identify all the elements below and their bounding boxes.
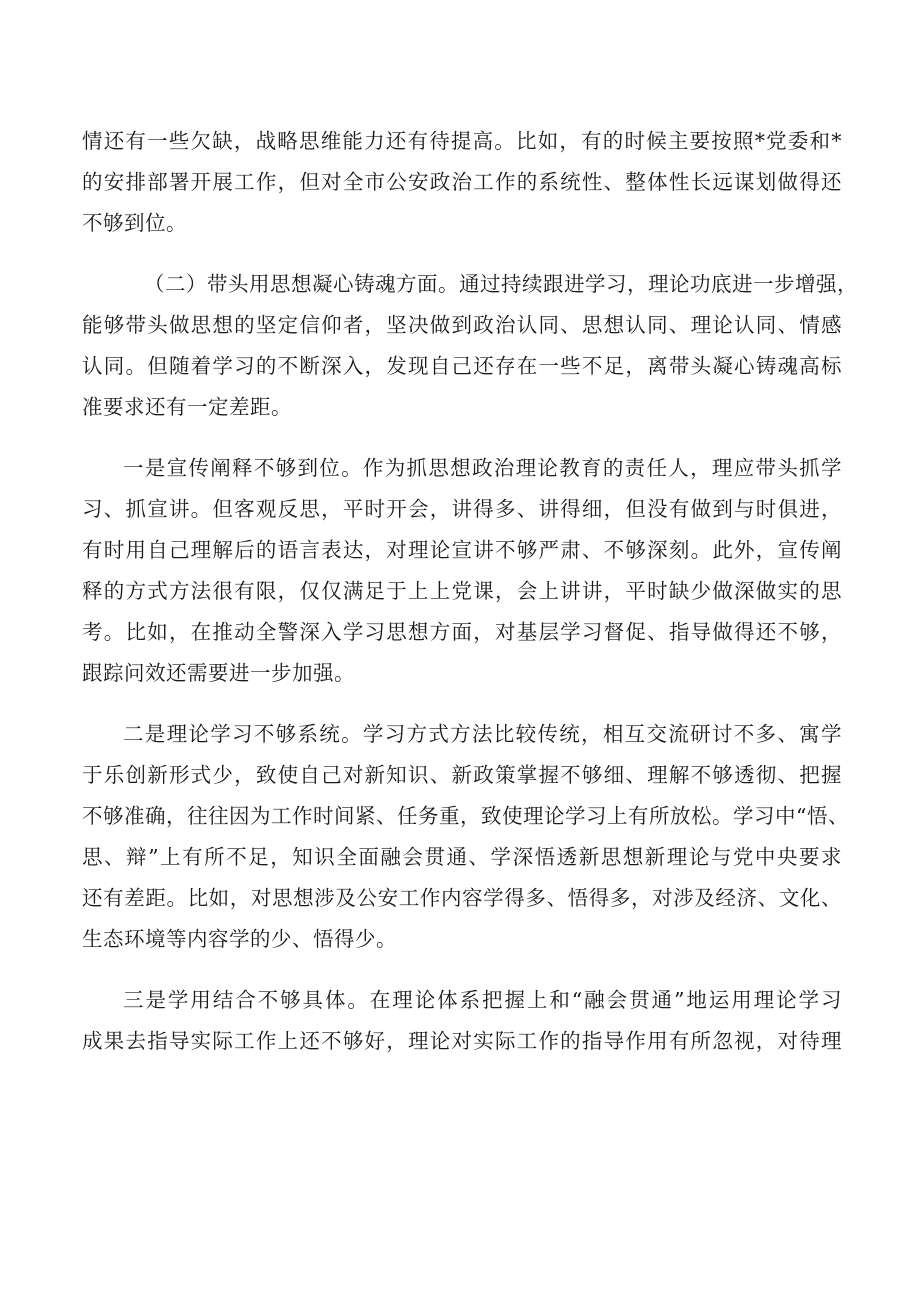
text-line: 情还有一些欠缺，战略思维能力还有待提高。比如，有的时候主要按照*党委和* <box>82 129 842 153</box>
paragraph-gap <box>82 694 842 714</box>
text-line: 释的方式方法很有限，仅仅满足于上上党课，会上讲讲，平时缺少做深做实的思 <box>82 579 842 603</box>
text-line: 的安排部署开展工作，但对全市公安政治工作的系统性、整体性长远谋划做得还 <box>82 170 842 194</box>
text-line: 习、抓宣讲。但客观反思，平时开会，讲得多、讲得细，但没有做到与时俱进， <box>82 497 842 521</box>
paragraph-3 <box>82 448 842 694</box>
text-line: 二是理论学习不够系统。学习方式方法比较传统，相互交流研讨不多、寓学 <box>123 722 842 746</box>
paragraph-1 <box>82 121 842 244</box>
text-line: 生态环境等内容学的少、悟得少。 <box>82 927 397 951</box>
paragraph-4 <box>82 714 849 960</box>
paragraph-gap <box>82 428 842 448</box>
text-line: 一是宣传阐释不够到位。作为抓思想政治理论教育的责任人，理应带头抓学 <box>123 456 842 480</box>
paragraph-gap <box>82 960 842 980</box>
text-line: 思、辩”上有所不足，知识全面融会贯通、学深悟透新思想新理论与党中央要求 <box>82 845 842 869</box>
text-line: 准要求还有一定差距。 <box>82 395 292 419</box>
paragraph-gap <box>82 244 842 264</box>
text-line: 三是学用结合不够具体。在理论体系把握上和“融会贯通”地运用理论学习 <box>123 988 842 1012</box>
text-line: 跟踪问效还需要进一步加强。 <box>82 661 355 685</box>
text-line: 不够准确，往往因为工作时间紧、任务重，致使理论学习上有所放松。学习中“悟、 <box>82 804 849 828</box>
paragraph-5 <box>82 980 842 1062</box>
text-line: 考。比如，在推动全警深入学习思想方面，对基层学习督促、指导做得还不够， <box>82 620 842 644</box>
text-line: 认同。但随着学习的不断深入，发现自己还存在一些不足，离带头凝心铸魂高标 <box>82 354 842 378</box>
text-line: 有时用自己理解后的语言表达，对理论宣讲不够严肃、不够深刻。此外，宣传阐 <box>82 538 842 562</box>
text-line: 成果去指导实际工作上还不够好，理论对实际工作的指导作用有所忽视，对待理 <box>82 1029 842 1053</box>
document-body <box>82 121 858 1062</box>
text-line: 能够带头做思想的坚定信仰者，坚决做到政治认同、思想认同、理论认同、情感 <box>82 313 842 337</box>
text-line: 还有差距。比如，对思想涉及公安工作内容学得多、悟得多，对涉及经济、文化、 <box>82 886 842 910</box>
text-line: 于乐创新形式少，致使自己对新知识、新政策掌握不够细、理解不够透彻、把握 <box>82 763 842 787</box>
paragraph-2 <box>82 264 858 428</box>
text-line: 不够到位。 <box>82 211 187 235</box>
text-line: （二）带头用思想凝心铸魂方面。通过持续跟进学习，理论功底进一步增强， <box>144 272 858 296</box>
